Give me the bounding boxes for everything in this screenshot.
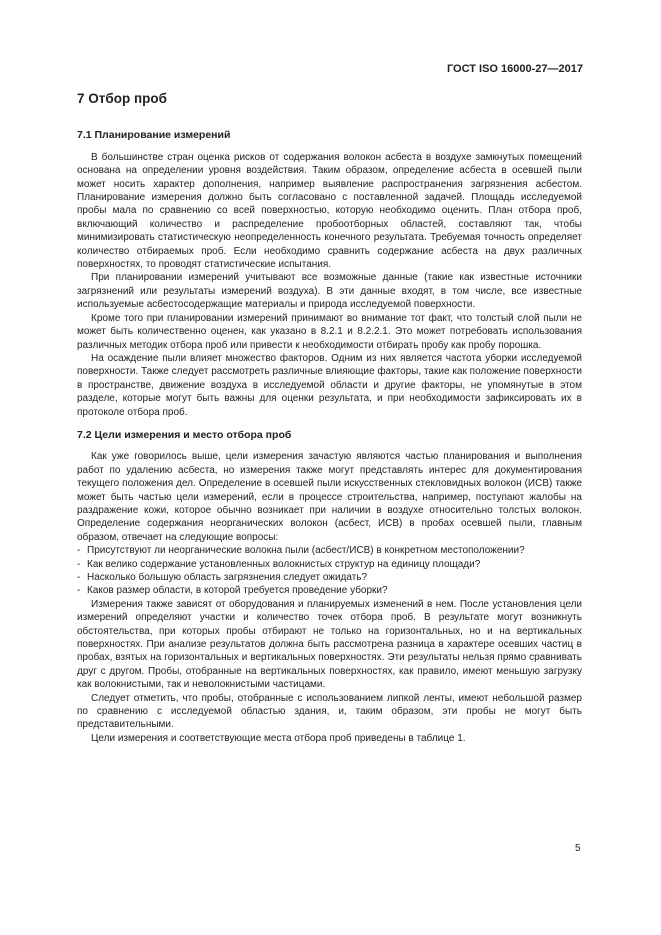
list-item <box>77 544 582 557</box>
paragraph: При планировании измерений учитывают все возможные данные (такие как известные источники загрязнений или результаты измерений воздуха). В эти данные входят, в том числе, все известные используемые асбестосодержащие материалы и природа исследуемой поверхности. <box>77 272 582 311</box>
list-bullet: - <box>77 585 81 597</box>
paragraph: Измерения также зависят от оборудования и планируемых изменений в нем. После установления цели измерений определяют участки и количество точек отбора проб. В результате могут возникнуть обстоятельства, при которых пробы отбирают не только на горизонтальных, но и на вертикальных поверхностях. При анализе результатов должна быть рассмотрена разница в характере осевших частиц в пробах, взятых на горизонтальных и вертикальных поверхностях. Эти результаты нельзя прямо сравнивать друг с другом. Пробы, отобранные на вертикальных поверхностях, как правило, имеют меньшую загрузку как волокнистыми, так и неволокнистыми частицами. <box>77 598 582 691</box>
page-number: 5 <box>575 843 581 854</box>
list-bullet: - <box>77 545 81 557</box>
subsection-title-planning: 7.1 Планирование измерений <box>77 129 231 142</box>
list-item <box>77 584 582 597</box>
section-title: 7 Отбор проб <box>77 91 167 106</box>
paragraph: Кроме того при планировании измерений принимают во внимание тот факт, что толстый слой пыли не может быть количественно оценен, как указано в 8.2.1 и 8.2.2.1. Это может потребовать использования различных методик отбора проб или привести к необходимости отбирать пробу как пробу порошка. <box>77 312 582 351</box>
standard-number: ГОСТ ISO 16000-27—2017 <box>446 63 583 75</box>
subsection-title-goals: 7.2 Цели измерения и место отбора проб <box>77 428 292 441</box>
list-bullet: - <box>77 558 81 570</box>
paragraph: На осаждение пыли влияет множество факторов. Одним из них является частота уборки исследуемой поверхности. Также следует рассмотреть различные влияющие факторы, такие как положение поверхности в пространстве, движение воздуха в исследуемой области и другие факторы, не упомянутые в этом разделе, которые могут быть важны для оценки результата, и при необходимости зафиксировать их в протоколе отбора проб. <box>77 352 582 418</box>
list-item-text: Присутствуют ли неорганические волокна пыли (асбест/ИСВ) в конкретном местоположении? <box>87 545 525 557</box>
list-bullet: - <box>77 572 81 583</box>
paragraph: Цели измерения и соответствующие места отбора проб приведены в таблице 1. <box>91 732 466 744</box>
paragraph: Как уже говорилось выше, цели измерения зачастую являются частью планирования и выполнения работ по удалению асбеста, но измерения также могут представлять интерес для документирования текущего положения дел. Определение в осевшей пыли искусственных стекловидных волокон (ИСВ) также может быть частью цели измерений, если в процессе строительства, например, поступают жалобы на раздражение кожи, которое обычно возникает при наличии в воздухе относительно толстых волокон. Определение содержания неорганических волокон (асбест, ИСВ) в пробах осевшей пыли, главным образом, отвечает на следующие вопросы: <box>77 451 582 543</box>
page-content <box>77 92 582 745</box>
list-item-text: Каков размер области, в которой требуется проведение уборки? <box>87 585 388 597</box>
question-list <box>77 544 582 598</box>
list-item <box>77 571 582 584</box>
list-item <box>77 558 582 571</box>
list-item-text: Как велико содержание установленных волокнистых структур на единицу площади? <box>87 558 481 570</box>
paragraph: В большинстве стран оценка рисков от содержания волокон асбеста в воздухе замкнутых помещений основана на определении уровня воздействия. Таким образом, определение асбеста в осевшей пыли может носить характер дополнения, например выявление распространения загрязнения асбестом. Планирование измерения должно быть согласовано с поставленной задачей. Площадь исследуемой пробы мала по сравнению со всей поверхностью, которую необходимо оценить. План отбора проб, включающий количество и распределение пробоотборных областей, составляют так, чтобы минимизировать статистическую неопределенность конечного результата. Требуемая точность определяет количество отбираемых проб. Если необходимо сравнить содержание асбеста на двух различных поверхностях, то проводят статистические испытания. <box>77 151 582 271</box>
list-item-text: Насколько большую область загрязнения следует ожидать? <box>87 572 368 583</box>
paragraph: Следует отметить, что пробы, отобранные с использованием липкой ленты, имеют небольшой размер по сравнению с исследуемой областью здания, и, таким образом, эти пробы не могут быть представительными. <box>77 692 582 731</box>
